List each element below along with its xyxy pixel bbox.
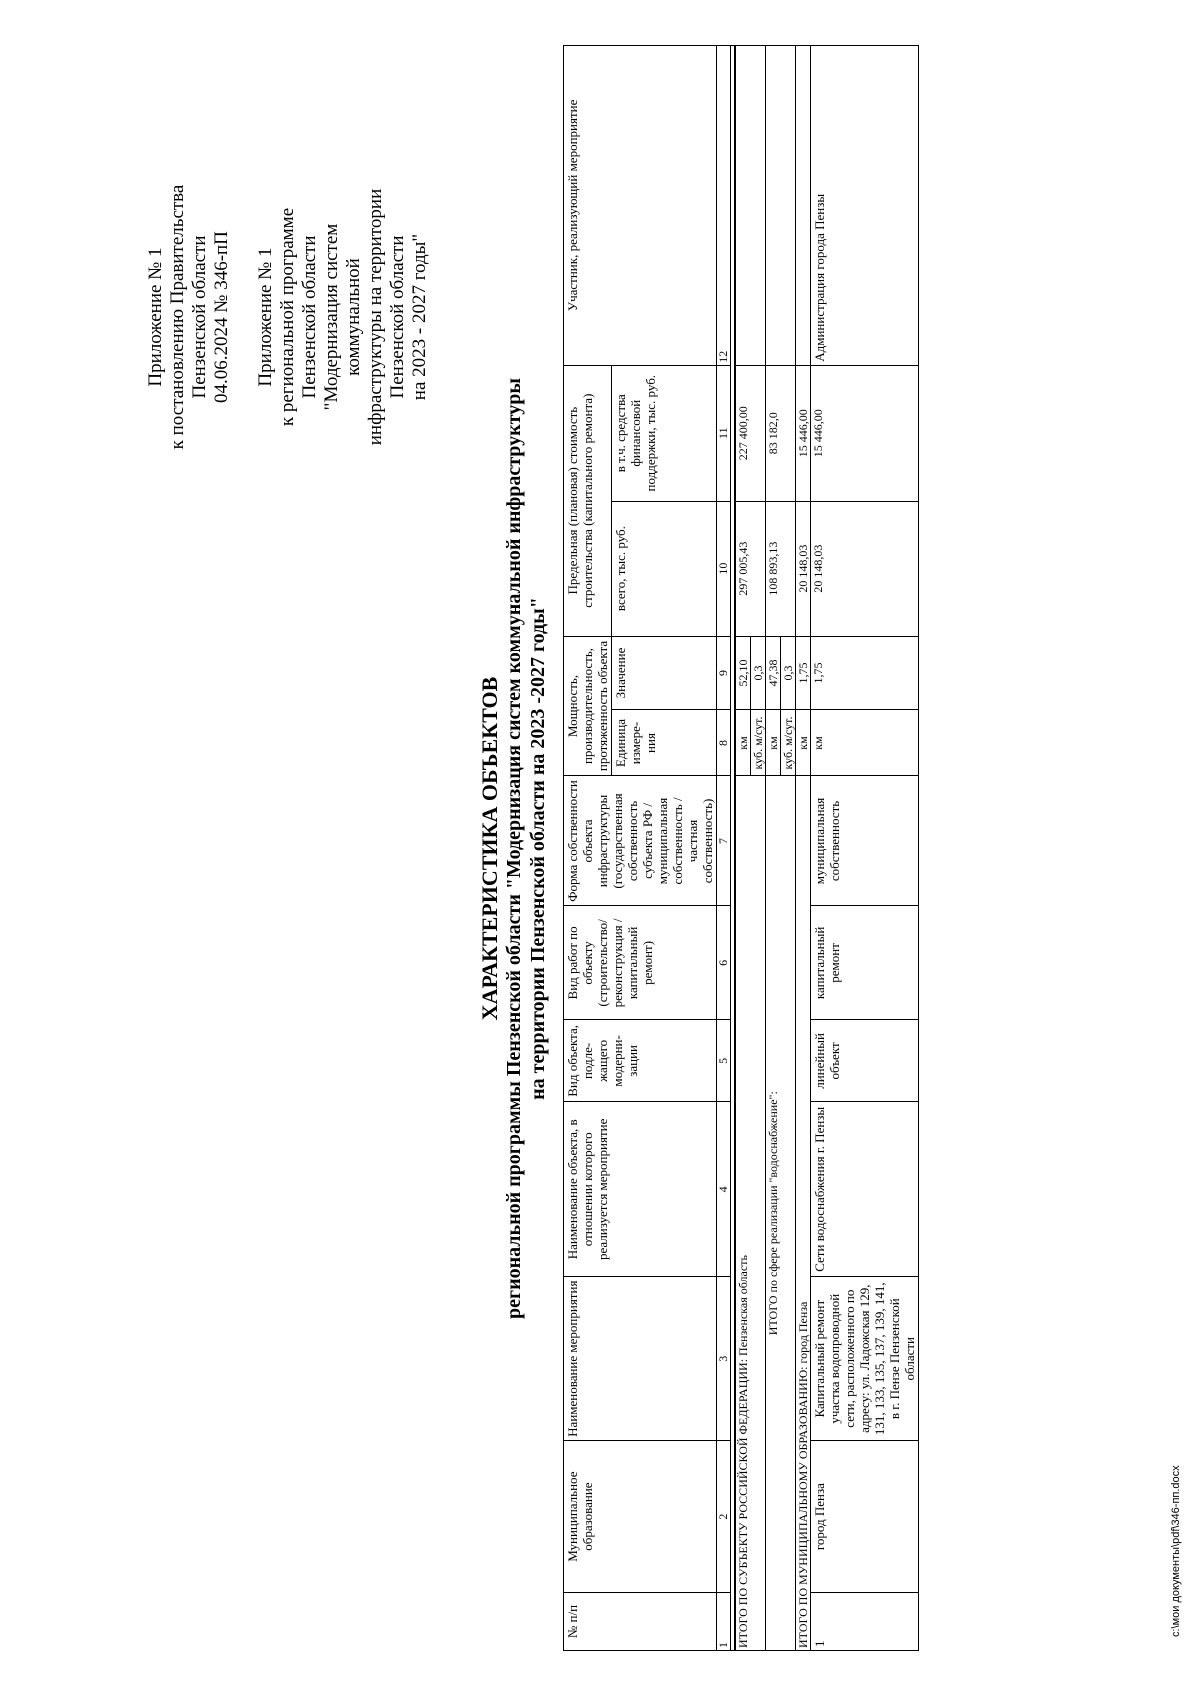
appendix-line: инфраструктуры на территории — [365, 188, 386, 446]
total-subject-cost: 297 005,43 — [735, 501, 766, 636]
row-ownership: муниципальная собственность — [811, 776, 919, 906]
header-cost-total: всего, тыс. руб. — [612, 501, 717, 636]
appendix-line: 04.06.2024 № 346-пП — [211, 231, 232, 403]
total-subject-unit: куб. м/сут. — [751, 710, 766, 776]
header-cost-support: в т.ч. средства финансовой поддержки, тыс. руб. — [612, 365, 717, 501]
column-number: 1 — [717, 1593, 731, 1651]
total-sphere-support: 83 182,0 — [766, 365, 796, 501]
total-sphere-participant — [766, 46, 796, 366]
total-municipal-label: ИТОГО ПО МУНИЦИПАЛЬНОМУ ОБРАЗОВАНИЮ: город Пенза — [796, 776, 811, 1651]
appendix-line: к региональной программе — [277, 207, 298, 427]
title-sub-1: региональной программы Пензенской области "Модернизация систем коммунальной инфраструктуры — [503, 378, 525, 1319]
appendix-line: Приложение № 1 — [145, 247, 166, 387]
total-subject-value: 0,3 — [751, 636, 766, 710]
column-number: 9 — [717, 636, 731, 710]
title-sub-2: на территории Пензенской области на 2023 -2027 годы" — [527, 597, 549, 1100]
appendix-line: Пензенской области — [189, 235, 210, 399]
appendix-line: Пензенской области — [387, 235, 408, 399]
document-title — [478, 60, 550, 1637]
total-municipal-cost: 20 148,03 — [796, 501, 811, 636]
total-municipal-participant — [796, 46, 811, 366]
header-municipality: Муниципальное образование — [564, 1441, 717, 1593]
total-sphere-value: 0,3 — [781, 636, 796, 710]
header-capacity-unit: Единица измере-ния — [612, 710, 717, 776]
header-cost: Предельная (плановая) стоимость строительства (капитального ремонта) — [564, 365, 612, 636]
appendix-line: к постановлению Правительства — [167, 184, 188, 450]
column-number: 8 — [717, 710, 731, 776]
appendix-line: на 2023 - 2027 годы" — [409, 233, 430, 401]
row-activity: Капитальный ремонт участка водопроводной сети, расположенного по адресу: ул. Ладожская 129, 131, 133, 135, 137, 139, 141, в г. Пензе Пензенской области — [811, 1277, 919, 1441]
column-number: 12 — [717, 46, 731, 366]
total-municipal-unit: км — [796, 710, 811, 776]
row-value: 1,75 — [811, 636, 919, 710]
column-number: 6 — [717, 906, 731, 1020]
column-number: 4 — [717, 1102, 731, 1277]
objects-table — [563, 45, 919, 1651]
table-row — [811, 46, 919, 1651]
header-activity: Наименование мероприятия — [564, 1277, 717, 1441]
column-number: 2 — [717, 1441, 731, 1593]
appendix-line: "Модернизация систем коммунальной — [321, 223, 364, 411]
row-object-name: Сети водоснабжения г. Пензы — [811, 1102, 919, 1277]
total-sphere-label: ИТОГО по сфере реализации "водоснабжение": — [766, 776, 796, 1651]
header-num: № п/п — [564, 1593, 717, 1651]
row-municipality: город Пенза — [811, 1441, 919, 1593]
row-cost-support: 15 446,00 — [811, 365, 919, 501]
total-subject-label: ИТОГО ПО СУБЪЕКТУ РОССИЙСКОЙ ФЕДЕРАЦИИ: Пензенская область — [735, 776, 766, 1651]
row-cost-total: 20 148,03 — [811, 501, 919, 636]
footer-file-path: c:\мои документы\pdf\346-пп.docx — [1170, 1465, 1182, 1637]
header-object-type: Вид объекта, подле-жащего модерни-зации — [564, 1020, 717, 1102]
header-capacity-value: Значение — [612, 636, 717, 710]
total-sphere-unit: км — [766, 710, 781, 776]
header-participant: Участник, реализующий мероприятие — [564, 46, 717, 366]
row-object-type: линейный объект — [811, 1020, 919, 1102]
total-sphere-cost: 108 893,13 — [766, 501, 796, 636]
row-participant: Администрация города Пензы — [811, 46, 919, 366]
column-number: 11 — [717, 365, 731, 501]
row-work-type: капитальный ремонт — [811, 906, 919, 1020]
total-sphere-unit: куб. м/сут. — [781, 710, 796, 776]
header-capacity: Мощность, производительность, протяженность объекта — [564, 636, 612, 776]
column-number: 7 — [717, 776, 731, 906]
appendix-line: Пензенской области — [299, 235, 320, 399]
total-subject-support: 227 400,00 — [735, 365, 766, 501]
row-unit: км — [811, 710, 919, 776]
header-work-type: Вид работ по объекту (строительство/ реконструкция / капитальный ремонт) — [564, 906, 717, 1020]
column-number: 10 — [717, 501, 731, 636]
header-object-name: Наименование объекта, в отношении которого реализуется мероприятие — [564, 1102, 717, 1277]
appendix-line: Приложение № 1 — [255, 247, 276, 387]
total-municipal-support: 15 446,00 — [796, 365, 811, 501]
title-main: ХАРАКТЕРИСТИКА ОБЪЕКТОВ — [477, 676, 502, 1021]
total-subject-value: 52,10 — [735, 636, 751, 710]
appendix-block — [145, 167, 431, 467]
total-subject-unit: км — [735, 710, 751, 776]
total-subject-participant — [735, 46, 766, 366]
column-number: 5 — [717, 1020, 731, 1102]
total-municipal-value: 1,75 — [796, 636, 811, 710]
row-num: 1 — [811, 1593, 919, 1651]
column-number: 3 — [717, 1277, 731, 1441]
total-sphere-value: 47,38 — [766, 636, 781, 710]
header-ownership: Форма собственности объекта инфраструктуры (государственная собственность субъекта РФ / муниципальная собственность / частная собственность) — [564, 776, 717, 906]
